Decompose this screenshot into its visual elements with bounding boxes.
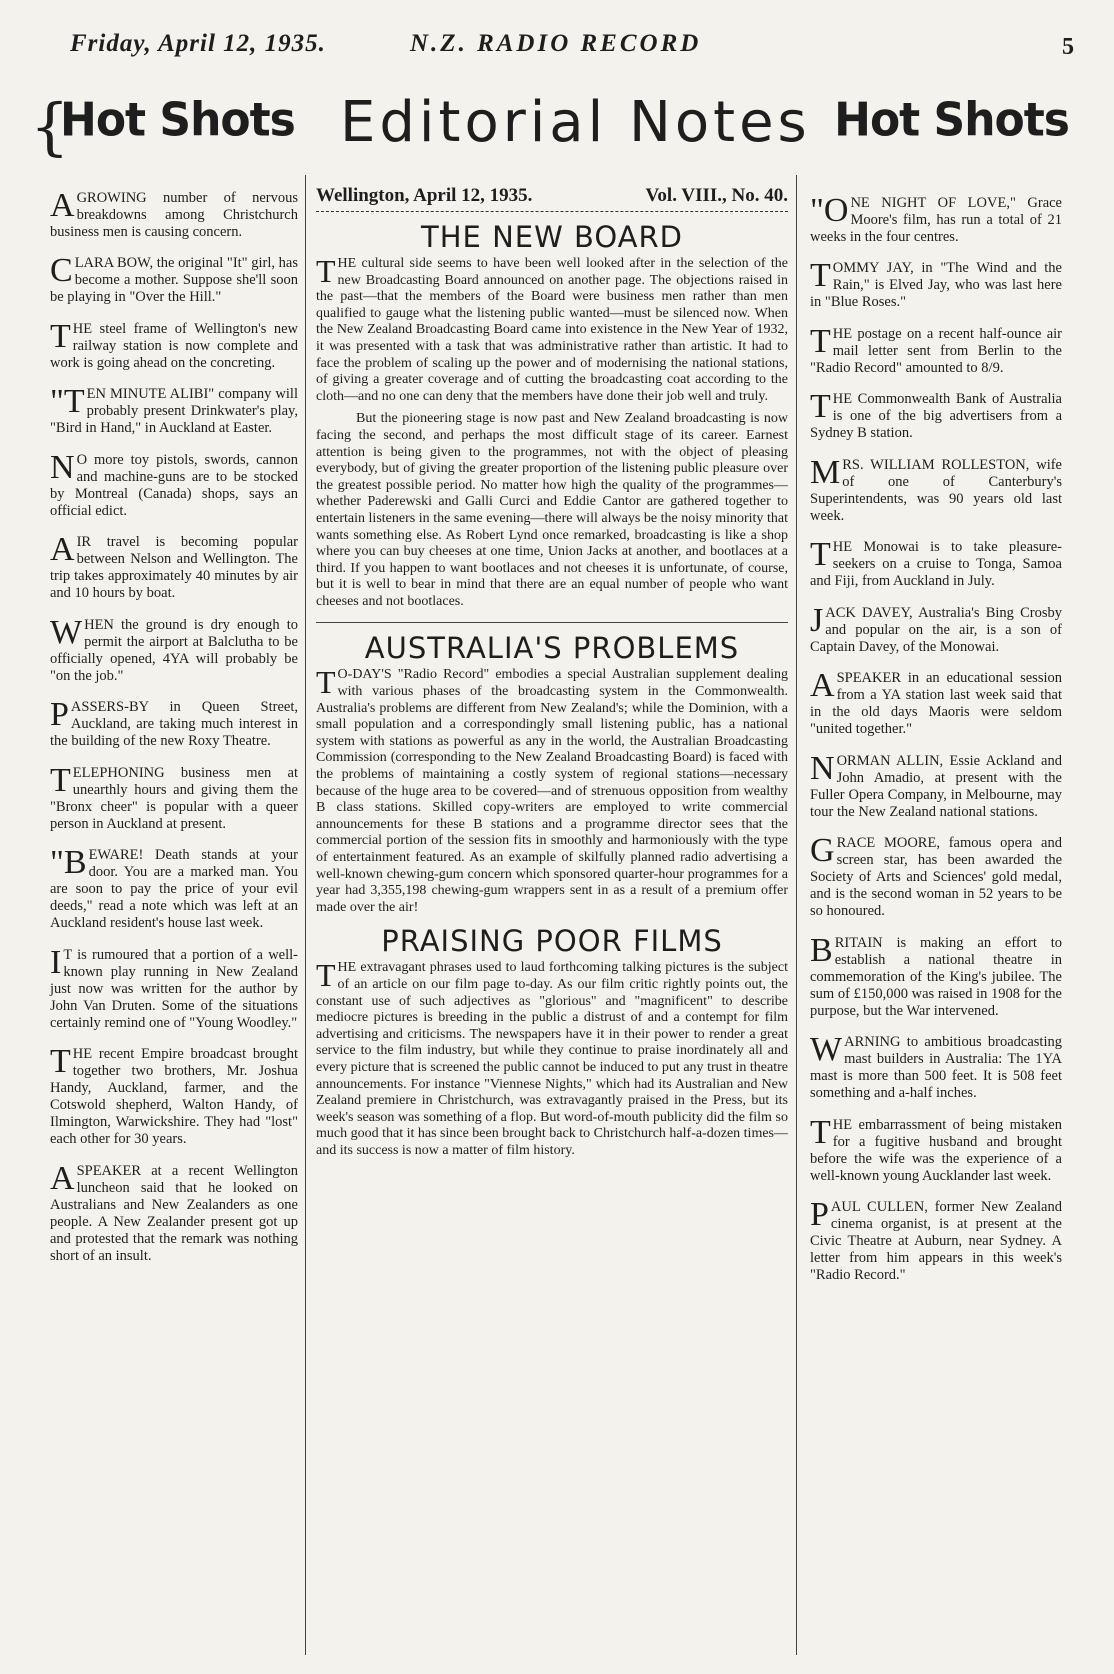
hot-shots-left-column bbox=[50, 175, 298, 1279]
news-item: TOMMY JAY, in "The Wind and the Rain," is Elved Jay, who was last here in "Blue Roses." bbox=[810, 257, 1062, 310]
news-item: WHEN the ground is dry enough to permit the airport at Balclutha to be officially opened, 4YA will probably be "on the job." bbox=[50, 613, 298, 684]
news-item: WARNING to ambitious broadcasting mast builders in Australia: The 1YA mast is more than 500 feet. It is 508 feet something and a-half inches. bbox=[810, 1031, 1062, 1101]
margin-bracket: { bbox=[30, 90, 70, 163]
news-item: AGROWING number of nervous breakdowns among Christchurch business men is causing concern. bbox=[50, 186, 298, 240]
hot-shots-right-column bbox=[810, 180, 1062, 1298]
editorial-paragraph: THE extravagant phrases used to laud forthcoming talking pictures is the subject of an article on our film page to-day. As our film critic rightly points out, the constant use of such adjectives as "glorious" and "magnificent" to describe mediocre pictures is breeding in the public a distrust of and a contempt for film advertising and criticisms. The newspapers have it in their power to render a great service to the film industry, but while they continue to praise inordinately all and every picture that is screened the public cannot be induced to put any trust in theatre announcements. For instance "Viennese Nights," which had its Australian and New Zealand premiere in Christchurch, was extravagantly praised in the Press, but its week's season was something of a flop. But word-of-mouth publicity did the film so much good that it has since been brought back to Christchurch half-a-dozen times—and its success is now a matter of film history. bbox=[316, 957, 788, 1158]
page-number: 5 bbox=[1062, 34, 1074, 60]
page-header bbox=[70, 30, 1074, 70]
divider bbox=[316, 622, 788, 623]
editorial-title: AUSTRALIA'S PROBLEMS bbox=[364, 631, 740, 666]
editorial-title: PRAISING POOR FILMS bbox=[381, 924, 723, 959]
news-item: ASPEAKER in an educational session from a YA station last week said that in the old days Maoris were seldom "united together." bbox=[810, 667, 1062, 737]
news-item: "TEN MINUTE ALIBI" company will probably present Drinkwater's play, "Bird in Hand," in Auckland at Easter. bbox=[50, 383, 298, 436]
editorial-title: THE NEW BOARD bbox=[421, 220, 683, 254]
news-item: BRITAIN is making an effort to establish a national theatre in commemoration of the King's jubilee. The sum of £150,000 was raised in 1908 for the purpose, but the War intervened. bbox=[810, 931, 1062, 1019]
editorial-column bbox=[305, 175, 797, 1655]
news-item: IT is rumoured that a portion of a well-known play running in New Zealand just now was written for the author by John Van Druten. Some of the situations certainly remind one of "Young Woodley." bbox=[50, 943, 298, 1031]
dateline-bar bbox=[316, 175, 788, 212]
editorial-notes-title: Editorial Notes bbox=[340, 90, 811, 155]
news-item: THE recent Empire broadcast brought together two brothers, Mr. Joshua Handy, Auckland, farmer, and the Cotswold shepherd, Walton Handy, of Ilmington, Warwickshire. They had "lost" each other for 30 years. bbox=[50, 1043, 298, 1147]
editorial-paragraph: But the pioneering stage is now past and New Zealand broadcasting is now facing the second, and perhaps the most difficult stage of its career. Earnest attention is being given to the programmes, not with the object of pleasing everybody, but of giving the greater proportion of the listening public pleasure over the greatest possible period. No matter how high the quality of the programmes—whether Paderewski and Galli Curci and Eddie Cantor are gathered together to entertain listeners in the same evening—there will always be the noisy minority that wants something else. As Robert Lynd once remarked, broadcasting is like a shop where you can buy cheeses at one time, Union Jacks at another, and bootlaces at a third. If you happen to want bootlaces and not cheeses it is unfortunate, of course, but it is well to bear in mind that there are an equal number of people who want cheeses and not bootlaces. bbox=[316, 411, 788, 609]
news-item: NORMAN ALLIN, Essie Ackland and John Amadio, at present with the Fuller Opera Company, in Melbourne, may tour the New Zealand national stations. bbox=[810, 749, 1062, 820]
news-item: THE Monowai is to take pleasure-seekers on a cruise to Tonga, Samoa and Fiji, from Auckland in July. bbox=[810, 536, 1062, 589]
news-item: GRACE MOORE, famous opera and screen star, has been awarded the Society of Arts and Sciences' gold medal, and is the second woman in 52 years to be so honoured. bbox=[810, 832, 1062, 919]
news-item: THE embarrassment of being mistaken for a fugitive husband and brought before the wife was the experience of a well-known young Aucklander last week. bbox=[810, 1113, 1062, 1184]
news-item: CLARA BOW, the original "It" girl, has become a mother. Suppose she'll soon be playing in "Over the Hill." bbox=[50, 252, 298, 305]
editorial-paragraph: THE cultural side seems to have been well looked after in the selection of the new Broadcasting Board announced on another page. The objections raised in the past—that the members of the Board were business men rather than men qualified to gauge what the listening public wanted—must be silenced now. When the New Zealand Broadcasting Board came into existence in the New Year of 1932, it was presented with a task that was administrative rather than artistic. It had to face the problem of scaling up the power and of modernising the national stations, of giving a greater coverage and of cutting the broadcasting coat according to the cloth—and no one can deny that the members have done their job well and truly. bbox=[316, 253, 788, 404]
news-item: PASSERS-BY in Queen Street, Auckland, are taking much interest in the building of the new Roxy Theatre. bbox=[50, 696, 298, 749]
volume-number: Vol. VIII., No. 40. bbox=[645, 185, 788, 206]
hot-shots-heading-right: Hot Shots bbox=[834, 93, 1069, 148]
news-item: TELEPHONING business men at unearthly hours and giving them the "Bronx cheer" is popular with a queer person in Auckland at present. bbox=[50, 761, 298, 832]
news-item: MRS. WILLIAM ROLLESTON, wife of one of Canterbury's Superintendents, was 90 years old last week. bbox=[810, 453, 1062, 524]
hot-shots-heading-left: Hot Shots bbox=[60, 93, 295, 148]
news-item: "ONE NIGHT OF LOVE," Grace Moore's film, has run a total of 21 weeks in the four centres. bbox=[810, 191, 1062, 245]
dateline: Wellington, April 12, 1935. bbox=[316, 185, 533, 206]
news-item: NO more toy pistols, swords, cannon and machine-guns are to be stocked by Montreal (Canada) shops, says an official edict. bbox=[50, 448, 298, 519]
news-item: ASPEAKER at a recent Wellington luncheon said that he looked on Australians and New Zealanders as one people. A New Zealander present got up and protested that the remark was nothing short of an insult. bbox=[50, 1159, 298, 1264]
issue-date: Friday, April 12, 1935. bbox=[70, 30, 326, 57]
news-item: THE Commonwealth Bank of Australia is one of the big advertisers from a Sydney B station. bbox=[810, 388, 1062, 441]
news-item: JACK DAVEY, Australia's Bing Crosby and popular on the air, is a son of Captain Davey, of the Monowai. bbox=[810, 601, 1062, 655]
news-item: THE postage on a recent half-ounce air mail letter sent from Berlin to the "Radio Record" amounted to 8/9. bbox=[810, 322, 1062, 376]
publication-name: N.Z. RADIO RECORD bbox=[410, 30, 702, 57]
news-item: "BEWARE! Death stands at your door. You are a marked man. You are soon to pay the price of your evil deeds," read a note which was left at an Auckland resident's house last week. bbox=[50, 844, 298, 931]
news-item: PAUL CULLEN, former New Zealand cinema organist, is at present at the Civic Theatre at Auburn, near Sydney. A letter from him appears in this week's "Radio Record." bbox=[810, 1196, 1062, 1283]
news-item: THE steel frame of Wellington's new railway station is now complete and work is going ahead on the concreting. bbox=[50, 317, 298, 371]
banner bbox=[30, 90, 1074, 165]
editorial-paragraph: TO-DAY'S "Radio Record" embodies a special Australian supplement dealing with various phases of the broadcasting system in the Commonwealth. Australia's problems are different from New Zealand's; while the Dominion, with a small population and a correspondingly small listening public, has a national system with stations as powerful as any in the world, the Australian Broadcasting Commission (corresponding to the New Zealand Broadcasting Board) is faced with the problems of maintaining a costly system of regional stations—necessary because of the huge area to be covered—and of strenuous opposition from wealthy B class stations. Skilled copy-writers are employed to write commercial announcements for these B stations and a programme director sees that the commercial portion of the session fits in smoothly and harmoniously with the type of entertainment featured. As an example of skilfully planned radio advertising a well-known chewing-gum concern which sponsored quarter-hour programmes for a year had 3,355,198 chewing-gum wrappers sent in as a result of a premium offer made over the air! bbox=[316, 664, 788, 915]
news-item: AIR travel is becoming popular between Nelson and Wellington. The trip takes approximately 40 minutes by air and 10 hours by boat. bbox=[50, 531, 298, 601]
